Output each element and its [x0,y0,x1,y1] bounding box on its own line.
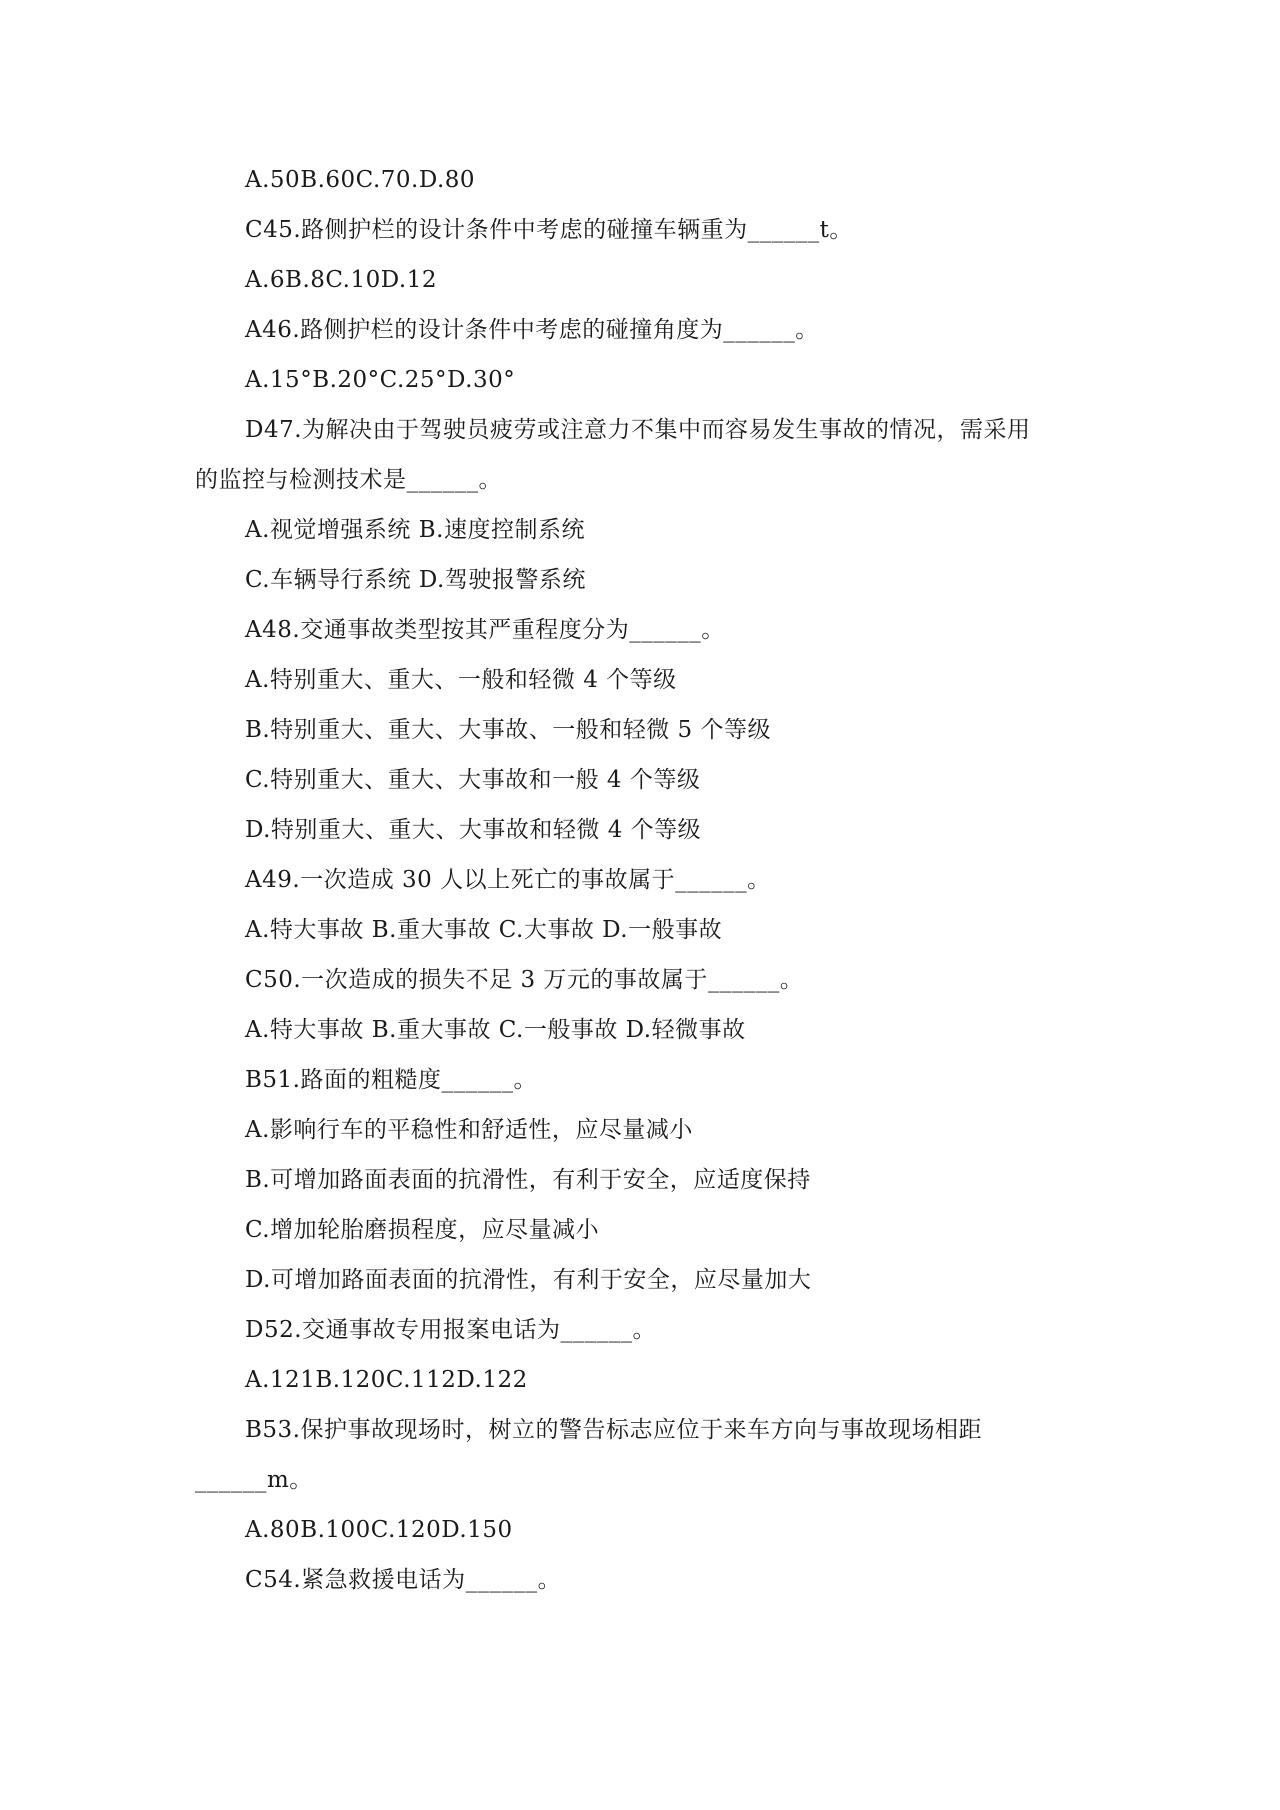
answer-option-q51-b: B.可增加路面表面的抗滑性，有利于安全，应适度保持 [245,1167,811,1193]
answer-options-q50: A.特大事故 B.重大事故 C.一般事故 D.轻微事故 [245,1017,746,1043]
answer-option-q51-c: C.增加轮胎磨损程度，应尽量减小 [245,1217,600,1243]
answer-option-q48-b: B.特别重大、重大、大事故、一般和轻微 5 个等级 [245,717,771,743]
answer-options-q45: A.6B.8C.10D.12 [245,267,437,293]
answer-option-q48-a: A.特别重大、重大、一般和轻微 4 个等级 [245,667,677,693]
question-53-line-1: B53.保护事故现场时，树立的警告标志应位于来车方向与事故现场相距 [245,1417,982,1443]
question-50: C50.一次造成的损失不足 3 万元的事故属于______。 [245,967,804,993]
answer-options-q53: A.80B.100C.120D.150 [245,1517,513,1543]
question-45: C45.路侧护栏的设计条件中考虑的碰撞车辆重为______t。 [245,217,853,243]
answer-option-q51-a: A.影响行车的平稳性和舒适性，应尽量减小 [245,1117,693,1143]
question-46: A46.路侧护栏的设计条件中考虑的碰撞角度为______。 [245,317,819,343]
answer-options-q44: A.50B.60C.70.D.80 [245,167,476,193]
question-49: A49.一次造成 30 人以上死亡的事故属于______。 [245,867,771,893]
question-53-line-2: ______m。 [195,1467,313,1493]
answer-options-q47-c-d: C.车辆导行系统 D.驾驶报警系统 [245,567,586,593]
question-47-line-1: D47.为解决由于驾驶员疲劳或注意力不集中而容易发生事故的情况，需采用 [245,417,1031,443]
answer-option-q48-d: D.特别重大、重大、大事故和轻微 4 个等级 [245,817,702,843]
answer-options-q52: A.121B.120C.112D.122 [245,1367,528,1393]
answer-option-q51-d: D.可增加路面表面的抗滑性，有利于安全，应尽量加大 [245,1267,812,1293]
answer-options-q47-a-b: A.视觉增强系统 B.速度控制系统 [245,517,585,543]
question-51: B51.路面的粗糙度______。 [245,1067,537,1093]
answer-option-q48-c: C.特别重大、重大、大事故和一般 4 个等级 [245,767,701,793]
question-52: D52.交通事故专用报案电话为______。 [245,1317,657,1343]
question-48: A48.交通事故类型按其严重程度分为______。 [245,617,725,643]
answer-options-q46: A.15°B.20°C.25°D.30° [245,367,516,393]
answer-options-q49: A.特大事故 B.重大事故 C.大事故 D.一般事故 [245,917,723,943]
question-47-line-2: 的监控与检测技术是______。 [195,467,502,493]
question-54: C54.紧急救援电话为______。 [245,1567,562,1593]
